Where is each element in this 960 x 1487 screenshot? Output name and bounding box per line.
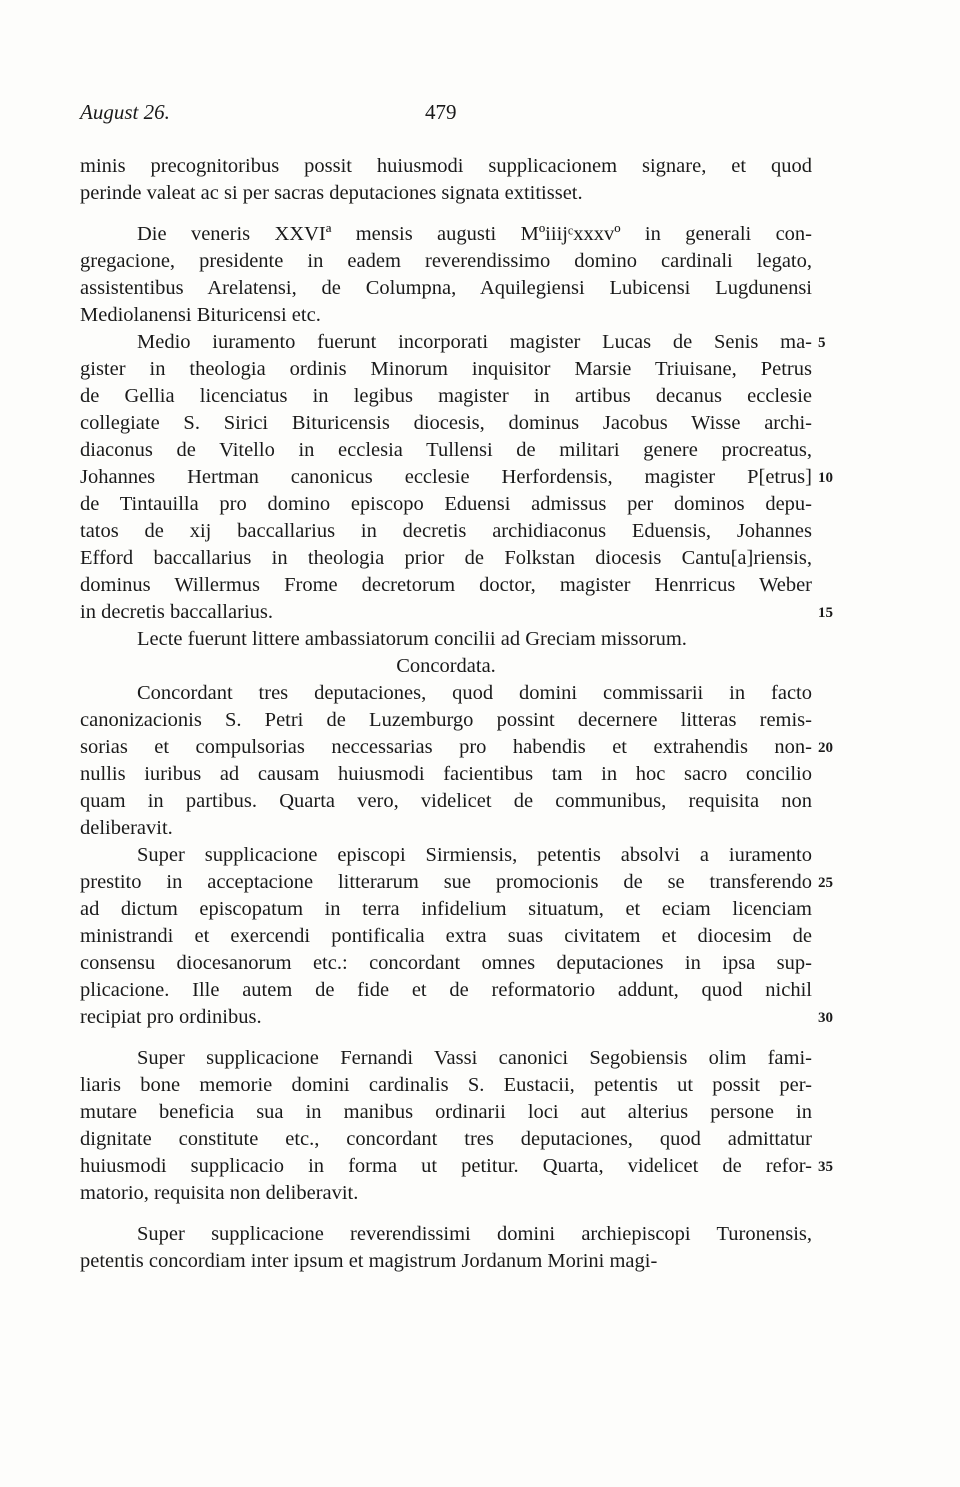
margin-line-number: 10	[818, 470, 833, 486]
text-line: Die veneris XXVIª mensis augusti Mºiiijᶜxxxvº in generali con-	[137, 223, 812, 245]
text-line: sorias et compulsorias neccessarias pro habendis et extrahendis non-	[80, 736, 812, 758]
text-line: Mediolanensi Bituricensi etc.	[80, 304, 321, 326]
text-line: dominus Willermus Frome decretorum doctor, magister Henrricus Weber	[80, 574, 812, 596]
text-line: collegiate S. Sirici Bituricensis diocesis, dominus Jacobus Wisse archi-	[80, 412, 812, 434]
page-header	[80, 100, 820, 130]
margin-line-number: 35	[818, 1159, 833, 1175]
text-line: ministrandi et exercendi pontificalia extra suas civitatem et diocesim de	[80, 925, 812, 947]
text-line: recipiat pro ordinibus.	[80, 1006, 262, 1028]
text-line: plicacione. Ille autem de fide et de reformatorio addunt, quod nichil	[80, 979, 812, 1001]
text-line: huiusmodi supplicacio in forma ut petitur. Quarta, videlicet de refor-	[80, 1155, 812, 1177]
text-line: liaris bone memorie domini cardinalis S. Eustacii, petentis ut possit per-	[80, 1074, 812, 1096]
text-line: Concordata.	[396, 655, 496, 677]
text-line: canonizacionis S. Petri de Luzemburgo possint decernere litteras remis-	[80, 709, 812, 731]
text-line: prestito in acceptacione litterarum sue promocionis de se transferendo	[80, 871, 812, 893]
text-line: Efford baccallarius in theologia prior de Folkstan diocesis Cantu[a]riensis,	[80, 547, 812, 569]
paragraph	[80, 153, 812, 207]
paragraph	[80, 329, 812, 626]
paragraph	[80, 1221, 812, 1275]
text-line: Super supplicacione episcopi Sirmiensis, petentis absolvi a iuramento	[137, 844, 812, 866]
margin-line-number: 25	[818, 875, 833, 891]
margin-line-number: 30	[818, 1010, 833, 1026]
text-line: assistentibus Arelatensi, de Columpna, Aquilegiensi Lubicensi Lugdunensi	[80, 277, 812, 299]
text-line: tatos de xij baccallarius in decretis archidiaconus Eduensis, Johannes	[80, 520, 812, 542]
page-number: 479	[425, 100, 457, 124]
text-line: perinde valeat ac si per sacras deputaciones signata extitisset.	[80, 182, 583, 204]
text-line: in decretis baccallarius.	[80, 601, 273, 623]
text-line: Super supplicacione reverendissimi domini archiepiscopi Turonensis,	[137, 1223, 812, 1245]
text-line: gister in theologia ordinis Minorum inquisitor Marsie Triuisane, Petrus	[80, 358, 812, 380]
text-line: matorio, requisita non deliberavit.	[80, 1182, 359, 1204]
text-line: Super supplicacione Fernandi Vassi canonici Segobiensis olim fami-	[137, 1047, 812, 1069]
text-line: gregacione, presidente in eadem reverendissimo domino cardinali legato,	[80, 250, 812, 272]
text-line: Lecte fuerunt littere ambassiatorum concilii ad Greciam missorum.	[137, 628, 687, 650]
paragraph	[80, 626, 812, 653]
text-line: minis precognitoribus possit huiusmodi supplicacionem signare, et quod	[80, 155, 812, 177]
text-line: Medio iuramento fuerunt incorporati magister Lucas de Senis ma-	[137, 331, 812, 353]
margin-line-number: 20	[818, 740, 833, 756]
text-line: petentis concordiam inter ipsum et magistrum Jordanum Morini magi-	[80, 1250, 658, 1272]
text-line: quam in partibus. Quarta vero, videlicet de communibus, requisita non	[80, 790, 812, 812]
paragraph	[80, 1045, 812, 1207]
paragraph	[80, 221, 812, 329]
paragraph	[80, 680, 812, 842]
text-line: ad dictum episcopatum in terra infidelium situatum, et eciam licenciam	[80, 898, 812, 920]
text-line: mutare beneficia sua in manibus ordinarii loci aut alterius persone in	[80, 1101, 812, 1123]
text-line: Concordant tres deputaciones, quod domini commissarii in facto	[137, 682, 812, 704]
text-line: nullis iuribus ad causam huiusmodi facientibus tam in hoc sacro concilio	[80, 763, 812, 785]
text-line: diaconus de Vitello in ecclesia Tullensi de militari genere procreatus,	[80, 439, 812, 461]
margin-line-number: 15	[818, 605, 833, 621]
text-line: dignitate constitute etc., concordant tres deputaciones, quod admittatur	[80, 1128, 812, 1150]
paragraph	[80, 842, 812, 1031]
margin-line-number: 5	[818, 335, 826, 351]
text-line: Johannes Hertman canonicus ecclesie Herfordensis, magister P[etrus]	[80, 466, 812, 488]
text-line: de Gellia licenciatus in legibus magister in artibus decanus ecclesie	[80, 385, 812, 407]
text-line: deliberavit.	[80, 817, 173, 839]
text-line: consensu diocesanorum etc.: concordant omnes deputaciones in ipsa sup-	[80, 952, 812, 974]
body-text	[80, 153, 812, 1275]
paragraph	[80, 653, 812, 680]
text-line: de Tintauilla pro domino episcopo Eduensi admissus per dominos depu-	[80, 493, 812, 515]
running-head: August 26.	[80, 100, 170, 124]
